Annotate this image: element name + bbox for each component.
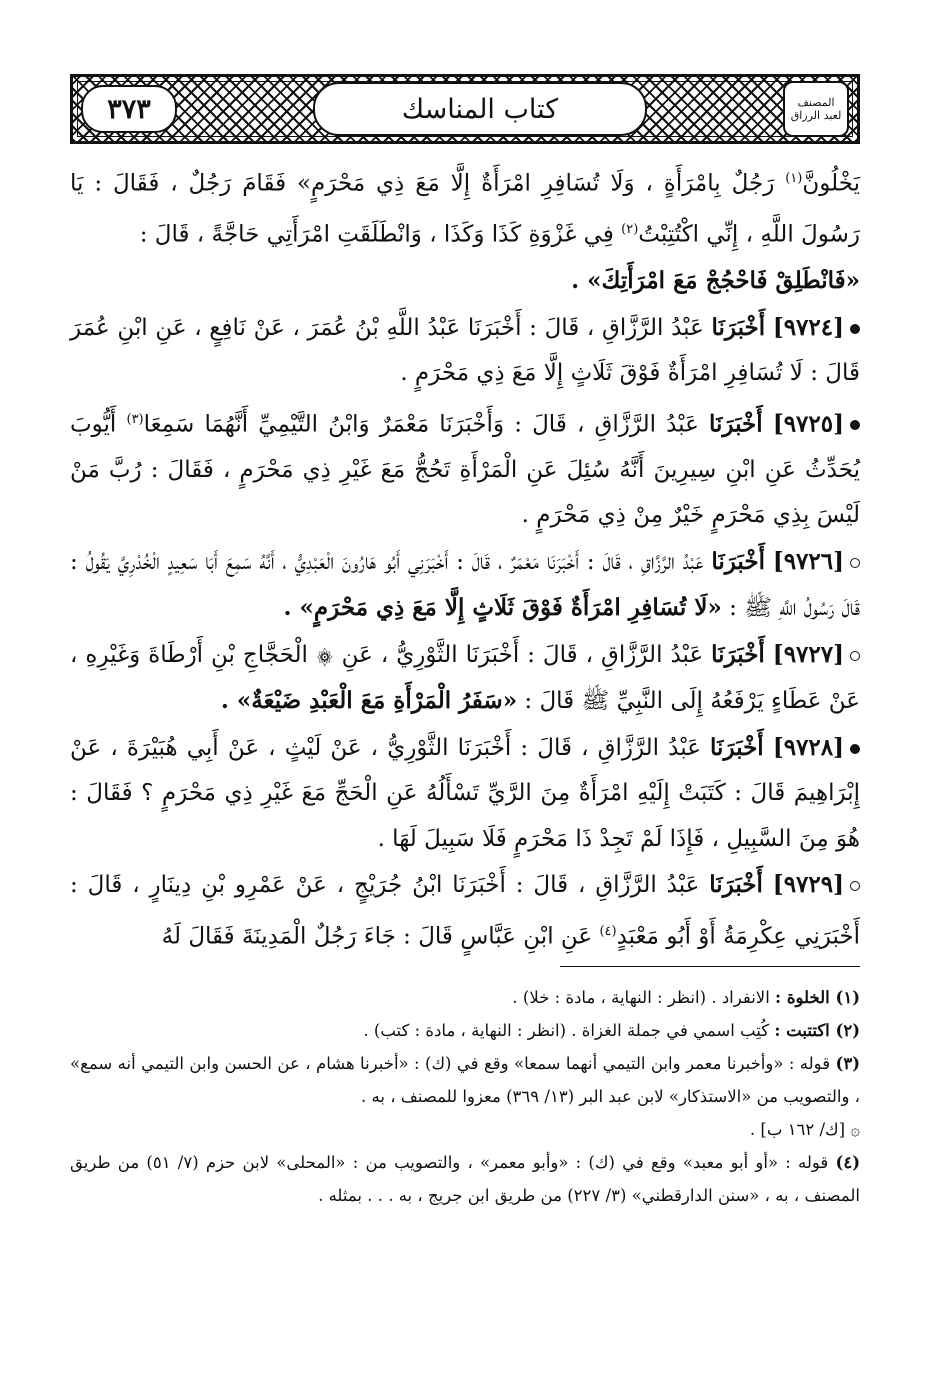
chain-opening: أَخْبَرَنَا xyxy=(711,313,766,341)
narration-text: عَبْدُ الرَّزَّاقِ ، قَالَ : أَخْبَرَنَا عَبْدُ اللَّهِ بْنُ عُمَرَ ، عَنْ نَافِعٍ ، عَنِ ابْنِ عُمَرَ قَالَ : لَا تُسَافِرِ امْرَأَةٌ فَوْقَ ثَلَاثٍ إِلَّا مَعَ ذِي مَحْرَمٍ . xyxy=(70,314,860,387)
narration-9726 xyxy=(70,539,860,632)
footnotes xyxy=(70,981,860,1212)
footnote-label: (١) الخلوة : xyxy=(775,988,860,1008)
book-page xyxy=(70,74,860,1212)
text-run: رَجُلٌ بِامْرَأَةٍ ، وَلَا تُسَافِرِ امْرَأَةٌ إِلَّا مَعَ ذِي مَحْرَمٍ» فَقَامَ رَجُلٌ ، فَقَالَ : يَا رَسُولَ اللَّهِ ، إِنِّي اكْتُتِبْتُ xyxy=(70,170,860,248)
text-run: فِي غَزْوَةِ كَذَا وَكَذَا ، وَانْطَلَقَتِ امْرَأَتِي حَاجَّةً ، قَالَ : xyxy=(139,221,622,248)
hollow-bullet-icon xyxy=(850,881,860,891)
footnote-label: (٣) xyxy=(835,1054,860,1074)
narration-text: عَبْدُ الرَّزَّاقِ ، قَالَ : وَأَخْبَرَنَا مَعْمَرٌ وَابْنُ التَّيْمِيِّ أَنَّهُمَا سَمِعَا xyxy=(143,411,709,438)
text-run: يَخْلُونَّ xyxy=(802,170,860,197)
footnote-text: ۞ [ك/ ١٦٢ ب] . xyxy=(749,1120,860,1140)
footnote-text: قوله : «أو أبو معبد» وقع في (ك) : «وأبو معمر» ، والتصويب من : «المحلى» لابن حزم (٧/ ٥١) من طريق المصنف ، به ، «سنن الدارقطني» (٣/ ٢٢٧) من طريق ابن جريج ، به . . . بمثله . xyxy=(70,1153,860,1206)
filled-bullet-icon xyxy=(850,744,860,754)
narration-9727 xyxy=(70,632,860,725)
chain-opening: أَخْبَرَنَا xyxy=(711,547,765,575)
footnote-ref: (٤) xyxy=(599,923,617,939)
chain-opening: أَخْبَرَنَا xyxy=(710,733,764,761)
footnote-3 xyxy=(70,1047,860,1113)
filled-bullet-icon xyxy=(850,420,860,430)
narration-text: عَبْدُ الرَّزَّاقِ ، قَالَ : أَخْبَرَنَا ابْنُ جُرَيْجٍ ، عَنْ عَمْرِو بْنِ دِينَارٍ ، قَالَ : أَخْبَرَنِي عِكْرِمَةُ أَوْ أَبُو مَعْبَدٍ xyxy=(70,872,860,950)
book-seal-logo xyxy=(783,81,849,137)
chapter-title: كتاب المناسك xyxy=(313,82,647,136)
footnote-text: الانفراد . (انظر : النهاية ، مادة : خلا) . xyxy=(512,988,776,1008)
hollow-bullet-icon xyxy=(850,651,860,661)
narration-number: [٩٧٢٦] xyxy=(772,547,845,575)
footnote-ref: (٣) xyxy=(126,411,144,427)
footnote-divider xyxy=(560,966,860,967)
narration-text: عَبْدُ الرَّزَّاقِ ، قَالَ : أَخْبَرَنَا الثَّوْرِيُّ ، عَنْ لَيْثٍ ، عَنْ أَبِي هُبَيْرَةَ ، عَنْ إِبْرَاهِيمَ قَالَ : كَتَبَتْ إِلَيْهِ امْرَأَةٌ مِنَ الرَّيِّ تَسْأَلُهُ عَنِ الْحَجِّ مَعَ غَيْرِ ذِي مَحْرَمٍ ؟ فَقَالَ : هُوَ مِنَ السَّبِيلِ ، فَإِذَا لَمْ تَجِدْ ذَا مَحْرَمٍ فَلَا سَبِيلَ لَهَا . xyxy=(70,734,860,852)
footnote-4 xyxy=(70,1146,860,1212)
narration-number: [٩٧٢٥] xyxy=(772,410,845,438)
footnote-ref: (٢) xyxy=(621,222,639,238)
footnote-label: (٤) xyxy=(835,1153,860,1173)
chain-opening: أَخْبَرَنَا xyxy=(711,640,765,668)
prophetic-quote: «سَفَرُ الْمَرْأَةِ مَعَ الْعَبْدِ ضَيْعَةٌ» . xyxy=(220,687,518,715)
narration-number: [٩٧٢٨] xyxy=(772,733,845,761)
hollow-bullet-icon xyxy=(850,558,860,568)
narration-9725 xyxy=(70,397,860,539)
seal-line-2: لعبد الرزاق xyxy=(790,109,842,122)
narration-text: أَيُّوبَ يُحَدِّثُ عَنِ ابْنِ سِيرِينَ أَنَّهُ سُئِلَ عَنِ الْمَرْأَةِ تَحُجُّ مَعَ غَيْرِ ذِي مَحْرَمٍ ، فَقَالَ : رُبَّ مَنْ لَيْسَ بِذِي مَحْرَمٍ خَيْرٌ مِنْ ذِي مَحْرَمٍ . xyxy=(70,411,860,529)
chain-opening: أَخْبَرَنَا xyxy=(709,871,763,899)
manuscript-folio-note xyxy=(70,1113,860,1146)
footnote-text: كُتِب اسمي في جملة الغزاة . (انظر : النهاية ، مادة : كتب) . xyxy=(363,1021,775,1041)
footnote-1 xyxy=(70,981,860,1014)
footnote-2 xyxy=(70,1014,860,1047)
chain-opening: أَخْبَرَنَا xyxy=(709,410,763,438)
narration-9729 xyxy=(70,862,860,960)
prophetic-quote: «لَا تُسَافِرِ امْرَأَةٌ فَوْقَ ثَلَاثٍ إِلَّا مَعَ ذِي مَحْرَمٍ» . xyxy=(283,594,722,622)
narration-text: عَبْدُ الرَّزَّاقِ ، قَالَ : أَخْبَرَنَا الثَّوْرِيُّ ، عَنِ ۞ الْحَجَّاجِ بْنِ أَرْطَاةَ وَغَيْرِهِ ، عَنْ عَطَاءٍ يَرْفَعُهُ إِلَى النَّبِيِّ ﷺ قَالَ : xyxy=(70,641,860,715)
main-text xyxy=(70,156,860,960)
filled-bullet-icon xyxy=(850,324,860,334)
prophetic-quote: «فَانْطَلِقْ فَاحْجُجْ مَعَ امْرَأَتِكَ» . xyxy=(571,267,860,295)
narration-9728 xyxy=(70,725,860,863)
footnote-label: (٢) اكتتبت : xyxy=(774,1021,860,1041)
narration-text: عَنِ ابْنِ عَبَّاسٍ قَالَ : جَاءَ رَجُلٌ الْمَدِينَةَ فَقَالَ لَهُ xyxy=(161,923,600,950)
page-number: ٣٧٣ xyxy=(81,85,177,133)
narration-number: [٩٧٢٧] xyxy=(772,640,844,668)
narration-number: [٩٧٢٩] xyxy=(772,871,844,899)
narration-number: [٩٧٢٤] xyxy=(772,313,845,341)
narration-text: عَبْدُ الرَّزَّاقِ ، قَالَ : أَخْبَرَنَا مَعْمَرٌ ، قَالَ : أَخْبَرَنِي أَبُو هَارُونَ الْعَبْدِيُّ ، أَنَّهُ سَمِعَ أَبَا سَعِيدٍ الْخُدْرِيَّ يَقُولُ : قَالَ رَسُولُ اللَّهِ ﷺ : xyxy=(70,548,860,622)
continued-hadith xyxy=(70,156,860,305)
page-header xyxy=(70,74,860,144)
footnote-ref: (١) xyxy=(785,171,803,186)
narration-9724 xyxy=(70,305,860,397)
footnote-text: قوله : «وأخبرنا معمر وابن التيمي أنهما سمعا» وقع في (ك) : «أخبرنا هشام ، عن الحسن وابن التيمي أنه سمع» ، والتصويب من «الاستذكار» لابن عبد البر (١٣/ ٣٦٩) معزوا للمصنف ، به . xyxy=(70,1054,860,1107)
seal-line-1: المصنف xyxy=(797,96,835,109)
